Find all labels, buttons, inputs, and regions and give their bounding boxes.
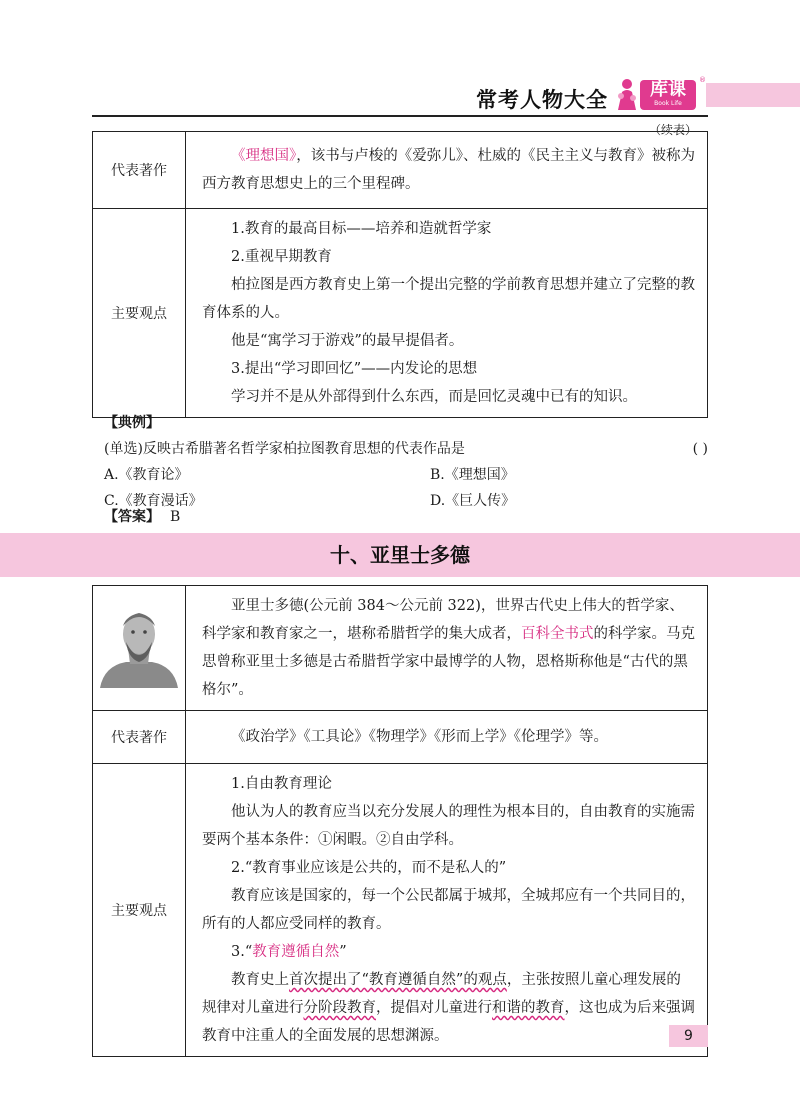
views-label: 主要观点 [93, 209, 186, 418]
view3-part: ，这也成为后来强调教育中注重人的全面发展的思想渊源。 [202, 1000, 695, 1044]
answer-blank: ( ) [692, 441, 708, 457]
view-heading [202, 938, 695, 966]
view3-emphasis: 和谐的教育 [492, 1000, 565, 1016]
table-row [93, 132, 708, 209]
answer-line [104, 505, 180, 529]
views-content [186, 764, 708, 1057]
view-line: 柏拉图是西方教育史上第一个提出完整的学前教育思想并建立了完整的教育体系的人。 [202, 277, 695, 321]
brand-logo [640, 80, 696, 110]
works-highlight: 《理想国》 [231, 148, 297, 164]
portrait-cell [93, 586, 186, 711]
registered-mark: ® [699, 76, 706, 84]
table-row [93, 764, 708, 1057]
logo-sub-text: Book Life [654, 100, 682, 107]
book-title: 常考人物大全 [476, 88, 608, 112]
plato-table [92, 131, 708, 418]
header-band [706, 83, 800, 107]
answer-value: B [170, 509, 181, 525]
mascot-icon [612, 76, 642, 110]
view-line: 2.重视早期教育 [231, 249, 332, 265]
view-text [202, 966, 695, 1050]
works-content: 《政治学》《工具论》《物理学》《形而上学》《伦理学》等。 [186, 711, 708, 764]
view-line: 3.提出“学习即回忆”——内发论的思想 [231, 361, 478, 377]
option-a: A.《教育论》 [104, 467, 189, 483]
works-label: 代表著作 [93, 132, 186, 209]
view3-suffix: ” [339, 944, 347, 960]
aristotle-bust-icon [98, 604, 180, 688]
view3-highlight: 教育遵循自然 [252, 944, 340, 960]
option-b: B.《理想国》 [430, 467, 515, 483]
intro-text: 亚里士多德(公元前 384～公元前 322)，世界古代史上伟大的哲学家、科学家和教育家之一，堪称希腊哲学的集大成者， [202, 598, 684, 642]
view-line: 他是“寓学习于游戏”的最早提倡者。 [231, 333, 464, 349]
views-content [186, 209, 708, 418]
intro-content [186, 586, 708, 711]
view-line: 1.教育的最高目标——培养和造就哲学家 [231, 221, 492, 237]
intro-text-end: 的科学家。马克思曾称亚里士多德是古希腊哲学家中最博学的人物，恩格斯称他是“古代的黑格尔”。 [202, 626, 695, 698]
view-heading: 1.自由教育理论 [231, 776, 332, 792]
table-row [93, 586, 708, 711]
example-question: (单选)反映古希腊著名哲学家柏拉图教育思想的代表作品是 [104, 441, 465, 457]
view3-emphasis: 首次提出了“教育遵循自然”的观点 [289, 972, 507, 988]
views-label: 主要观点 [93, 764, 186, 1057]
view3-part: 教育史上 [231, 972, 289, 988]
view3-part: ，主张按照儿童心理发展的规律对儿童进行 [202, 972, 681, 1016]
continued-note: （续表） [648, 123, 697, 137]
option-c: C.《教育漫话》 [104, 493, 203, 509]
view-line: 学习并不是从外部得到什么东西，而是回忆灵魂中已有的知识。 [231, 389, 637, 405]
view-heading: 2.“教育事业应该是公共的，而不是私人的” [231, 860, 507, 876]
view3-part: ，提倡对儿童进行 [376, 1000, 492, 1016]
view3-prefix: 3.“ [231, 944, 253, 960]
logo-main-text: 库课 [650, 79, 686, 100]
aristotle-table [92, 585, 708, 1057]
works-content [186, 132, 708, 209]
header-divider [92, 115, 708, 117]
page-number: 9 [669, 1025, 708, 1047]
option-d: D.《巨人传》 [430, 493, 516, 509]
answer-label: 【答案】 [104, 509, 160, 525]
view-text: 教育应该是国家的，每一个公民都属于城邦，全城邦应有一个共同目的，所有的人都应受同样的教育。 [202, 888, 695, 932]
section-title: 十、亚里士多德 [0, 533, 800, 577]
example-block [104, 410, 708, 514]
view-text: 他认为人的教育应当以充分发展人的理性为根本目的，自由教育的实施需要两个基本条件：①闲暇。②自由学科。 [202, 804, 695, 848]
table-row [93, 711, 708, 764]
works-label: 代表著作 [93, 711, 186, 764]
example-title: 【典例】 [104, 415, 160, 431]
intro-highlight: 百科全书式 [521, 626, 594, 642]
works-rest: ，该书与卢梭的《爱弥儿》、杜威的《民主主义与教育》被称为西方教育思想史上的三个里程碑。 [202, 148, 695, 192]
table-row [93, 209, 708, 418]
view3-emphasis: 分阶段教育 [303, 1000, 376, 1016]
